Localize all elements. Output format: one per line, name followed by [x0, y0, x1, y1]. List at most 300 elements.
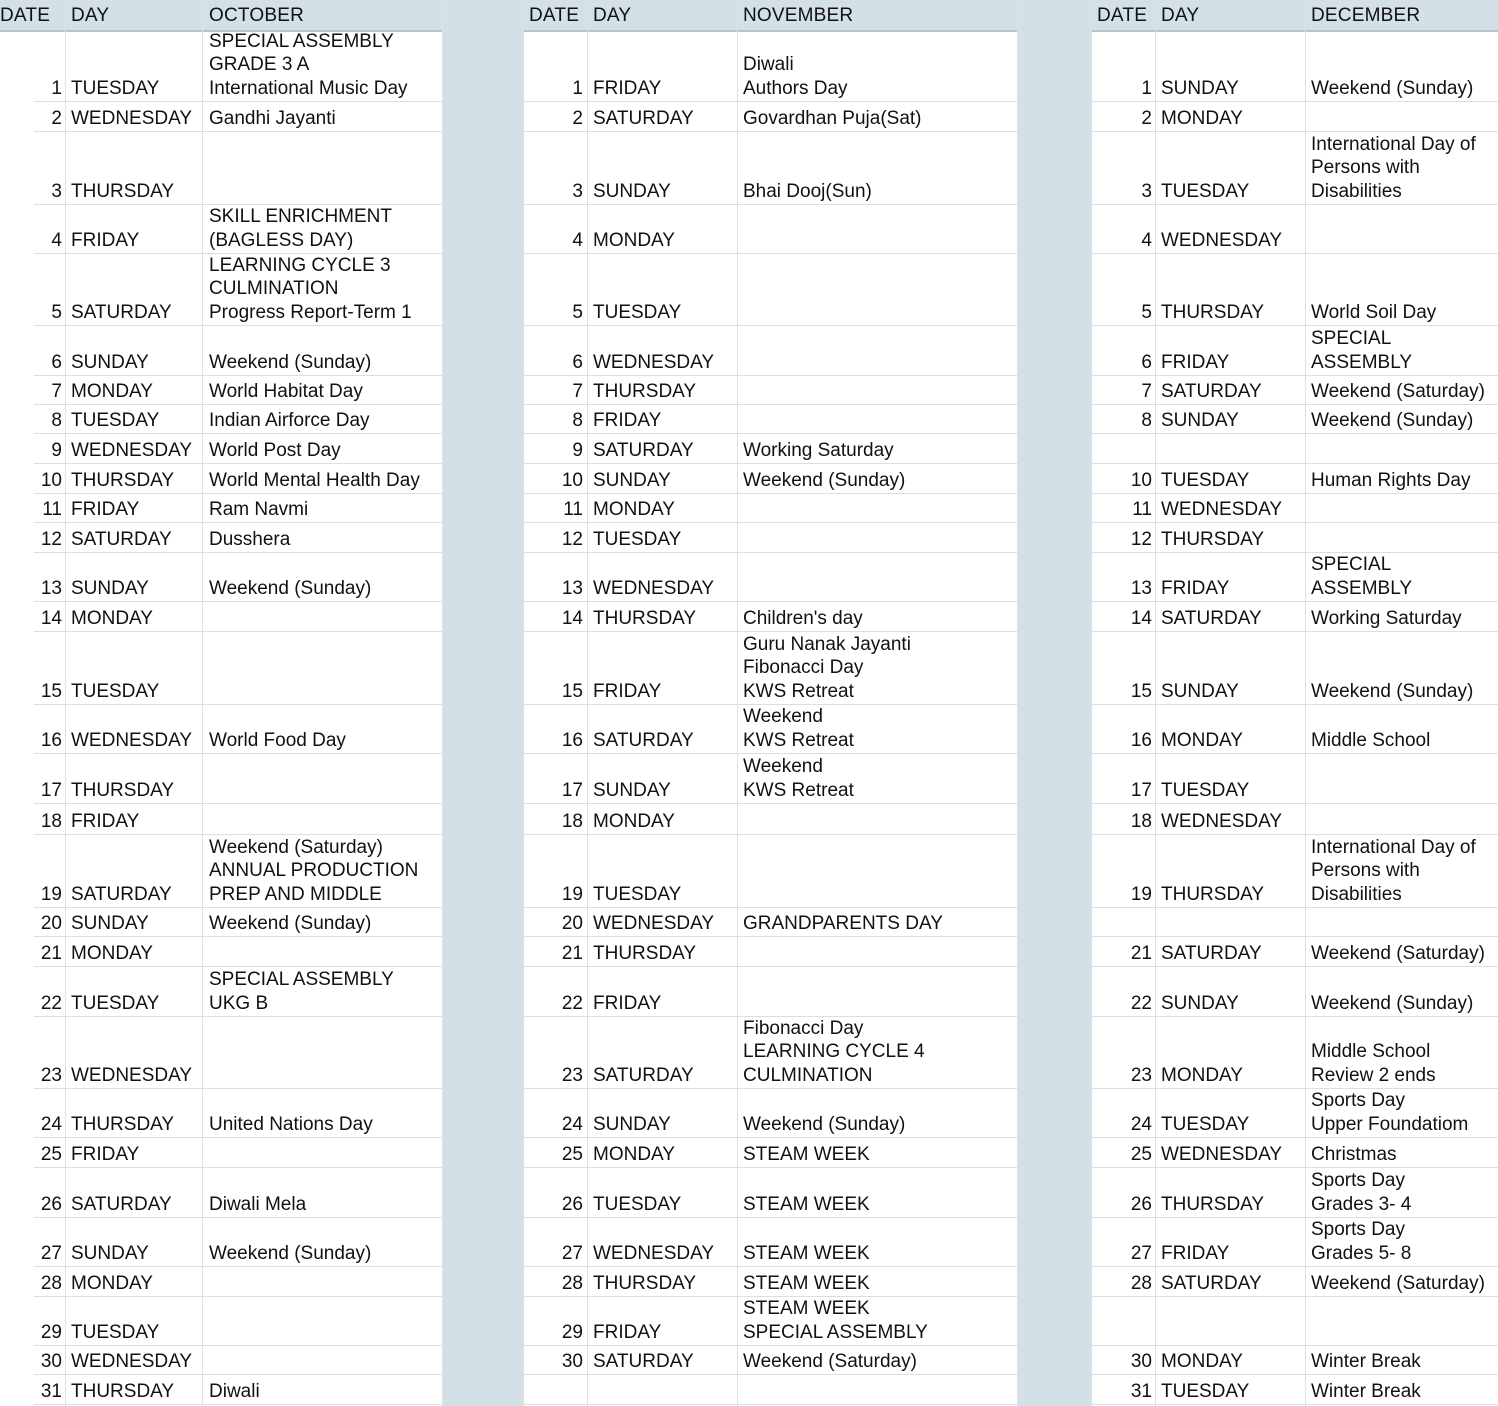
october-day-cell[interactable] [71, 325, 200, 375]
december-event-cell[interactable] [1311, 375, 1498, 404]
november-day-cell[interactable] [593, 834, 737, 907]
december-date-cell[interactable] [1091, 1217, 1152, 1266]
oct-date-header[interactable]: DATE [0, 5, 51, 26]
december-day-cell[interactable] [1161, 1137, 1304, 1167]
november-day-cell[interactable] [593, 1016, 737, 1088]
october-event-cell[interactable] [209, 1217, 440, 1266]
november-event-cell[interactable] [743, 30, 1015, 101]
december-event-cell[interactable] [1311, 30, 1498, 101]
october-event-cell[interactable] [209, 101, 440, 131]
october-event-cell[interactable] [209, 404, 440, 433]
december-date-cell[interactable] [1091, 253, 1152, 325]
november-event-cell[interactable] [743, 131, 1015, 204]
november-day-cell[interactable] [593, 601, 737, 631]
november-event-cell[interactable] [743, 1345, 1015, 1374]
october-date-cell[interactable] [0, 433, 62, 463]
december-day-cell[interactable] [1161, 522, 1304, 552]
december-event-cell[interactable] [1311, 753, 1498, 803]
november-event-cell[interactable] [743, 1374, 1015, 1404]
december-event-cell[interactable] [1311, 1016, 1498, 1088]
november-day-cell[interactable] [593, 907, 737, 936]
november-day-cell[interactable] [593, 936, 737, 966]
nov-date-header[interactable]: DATE [529, 5, 580, 26]
october-date-cell[interactable] [0, 552, 62, 601]
date-value: 28 [561, 1272, 583, 1294]
october-date-cell[interactable] [0, 253, 62, 325]
december-date-cell[interactable] [1091, 803, 1152, 834]
october-event-cell[interactable] [209, 936, 440, 966]
december-event-cell[interactable] [1311, 522, 1498, 552]
october-date-cell[interactable] [0, 1088, 62, 1137]
november-date-cell[interactable] [523, 433, 583, 463]
november-date-cell[interactable] [523, 704, 583, 753]
november-event-cell[interactable] [743, 404, 1015, 433]
october-day-cell[interactable] [71, 375, 200, 404]
december-date-cell[interactable] [1091, 1296, 1152, 1345]
november-day-cell[interactable] [593, 803, 737, 834]
november-event-cell[interactable] [743, 375, 1015, 404]
october-event-cell[interactable] [209, 204, 440, 253]
december-day-cell[interactable] [1161, 1016, 1304, 1088]
november-date-cell[interactable] [523, 1217, 583, 1266]
december-date-cell[interactable] [1091, 1167, 1152, 1217]
december-date-cell[interactable] [1091, 1137, 1152, 1167]
november-event-cell[interactable] [743, 101, 1015, 131]
december-day-cell[interactable] [1161, 1296, 1304, 1345]
november-event-cell[interactable] [743, 631, 1015, 704]
dec-date-header[interactable]: DATE [1097, 5, 1148, 26]
october-day-cell[interactable] [71, 753, 200, 803]
december-date-cell[interactable] [1091, 325, 1152, 375]
november-date-cell[interactable] [523, 463, 583, 493]
december-date-cell[interactable] [1091, 704, 1152, 753]
november-event-cell[interactable] [743, 1167, 1015, 1217]
december-date-cell[interactable] [1091, 552, 1152, 601]
october-event-cell[interactable] [209, 325, 440, 375]
november-day-cell[interactable] [593, 463, 737, 493]
december-event-cell[interactable] [1311, 253, 1498, 325]
october-day-cell[interactable] [71, 253, 200, 325]
december-day-cell[interactable] [1161, 1345, 1304, 1374]
october-event-cell[interactable] [209, 601, 440, 631]
november-event-cell[interactable] [743, 1137, 1015, 1167]
december-event-cell[interactable] [1311, 907, 1498, 936]
december-event-cell[interactable] [1311, 552, 1498, 601]
october-event-cell[interactable] [209, 631, 440, 704]
december-event-cell[interactable] [1311, 1296, 1498, 1345]
october-date-cell[interactable] [0, 204, 62, 253]
december-event-cell[interactable] [1311, 101, 1498, 131]
december-day-cell[interactable] [1161, 493, 1304, 522]
october-date-cell[interactable] [0, 1217, 62, 1266]
november-day-cell[interactable] [593, 631, 737, 704]
october-day-cell[interactable] [71, 101, 200, 131]
october-event-cell[interactable] [209, 433, 440, 463]
november-day-cell[interactable] [593, 30, 737, 101]
december-event-cell[interactable] [1311, 803, 1498, 834]
november-date-cell[interactable] [523, 325, 583, 375]
december-date-cell[interactable] [1091, 463, 1152, 493]
october-event-cell[interactable] [209, 493, 440, 522]
december-date-cell[interactable] [1091, 375, 1152, 404]
day-value: MONDAY [71, 942, 153, 964]
november-event-cell[interactable] [743, 704, 1015, 753]
october-day-cell[interactable] [71, 704, 200, 753]
november-date-cell[interactable] [523, 1167, 583, 1217]
november-date-cell[interactable] [523, 375, 583, 404]
october-event-cell[interactable] [209, 1016, 440, 1088]
december-day-cell[interactable] [1161, 753, 1304, 803]
event-line: Fibonacci Day [743, 657, 864, 678]
october-day-cell[interactable] [71, 834, 200, 907]
december-event-cell[interactable] [1311, 966, 1498, 1016]
october-day-cell[interactable] [71, 966, 200, 1016]
december-date-cell[interactable] [1091, 1374, 1152, 1404]
december-day-cell[interactable] [1161, 1167, 1304, 1217]
december-date-cell[interactable] [1091, 1345, 1152, 1374]
december-day-cell[interactable] [1161, 404, 1304, 433]
october-day-cell[interactable] [71, 631, 200, 704]
december-day-cell[interactable] [1161, 433, 1304, 463]
october-event-cell[interactable] [209, 463, 440, 493]
november-event-cell[interactable] [743, 1296, 1015, 1345]
october-event-cell[interactable] [209, 1345, 440, 1374]
november-event-cell[interactable] [743, 253, 1015, 325]
november-event-cell[interactable] [743, 753, 1015, 803]
day-value: TUESDAY [1161, 180, 1250, 202]
october-header[interactable]: OCTOBER [209, 5, 305, 26]
november-day-cell[interactable] [593, 1374, 737, 1404]
december-event-cell[interactable] [1311, 1217, 1498, 1266]
november-day-cell[interactable] [593, 493, 737, 522]
october-event-cell[interactable] [209, 1266, 440, 1296]
november-day-cell[interactable] [593, 325, 737, 375]
october-date-cell[interactable] [0, 375, 62, 404]
november-day-cell[interactable] [593, 1167, 737, 1217]
december-date-cell[interactable] [1091, 404, 1152, 433]
october-date-cell[interactable] [0, 1167, 62, 1217]
december-date-cell[interactable] [1091, 1016, 1152, 1088]
event-line: Weekend (Sunday) [1311, 77, 1474, 99]
oct-day-header[interactable]: DAY [71, 5, 110, 26]
december-date-cell[interactable] [1091, 936, 1152, 966]
december-day-cell[interactable] [1161, 803, 1304, 834]
november-day-cell[interactable] [593, 1137, 737, 1167]
december-date-cell[interactable] [1091, 631, 1152, 704]
october-day-cell[interactable] [71, 803, 200, 834]
december-header[interactable]: DECEMBER [1311, 5, 1421, 26]
october-event-cell[interactable] [209, 834, 440, 907]
october-date-cell[interactable] [0, 1296, 62, 1345]
day-value: WEDNESDAY [71, 439, 193, 461]
november-day-cell[interactable] [593, 131, 737, 204]
october-date-cell[interactable] [0, 1016, 62, 1088]
october-event-cell[interactable] [209, 704, 440, 753]
december-date-cell[interactable] [1091, 834, 1152, 907]
december-event-cell[interactable] [1311, 1137, 1498, 1167]
october-day-cell[interactable] [71, 1016, 200, 1088]
october-day-cell[interactable] [71, 522, 200, 552]
december-event-cell[interactable] [1311, 404, 1498, 433]
november-date-cell[interactable] [523, 101, 583, 131]
october-date-cell[interactable] [0, 1266, 62, 1296]
december-date-cell[interactable] [1091, 753, 1152, 803]
november-date-cell[interactable] [523, 601, 583, 631]
event-line: Sports Day [1311, 1090, 1405, 1111]
october-day-cell[interactable] [71, 1266, 200, 1296]
date-value: 17 [1130, 779, 1152, 801]
october-event-cell[interactable] [209, 966, 440, 1016]
november-day-cell[interactable] [593, 253, 737, 325]
november-date-cell[interactable] [523, 404, 583, 433]
november-event-cell[interactable] [743, 493, 1015, 522]
december-event-cell[interactable] [1311, 601, 1498, 631]
november-day-cell[interactable] [593, 1088, 737, 1137]
december-event-cell[interactable] [1311, 325, 1498, 375]
november-header[interactable]: NOVEMBER [743, 5, 854, 26]
november-date-cell[interactable] [523, 131, 583, 204]
december-date-cell[interactable] [1091, 493, 1152, 522]
october-day-cell[interactable] [71, 131, 200, 204]
november-day-cell[interactable] [593, 404, 737, 433]
dec-day-header[interactable]: DAY [1161, 5, 1200, 26]
october-date-cell[interactable] [0, 753, 62, 803]
december-day-cell[interactable] [1161, 463, 1304, 493]
december-day-cell[interactable] [1161, 325, 1304, 375]
october-date-cell[interactable] [0, 803, 62, 834]
december-day-cell[interactable] [1161, 1088, 1304, 1137]
november-date-cell[interactable] [523, 253, 583, 325]
october-event-cell[interactable] [209, 1296, 440, 1345]
december-date-cell[interactable] [1091, 522, 1152, 552]
november-event-cell[interactable] [743, 463, 1015, 493]
november-event-cell[interactable] [743, 1088, 1015, 1137]
october-day-cell[interactable] [71, 493, 200, 522]
november-event-cell[interactable] [743, 1217, 1015, 1266]
december-day-cell[interactable] [1161, 1217, 1304, 1266]
november-day-cell[interactable] [593, 101, 737, 131]
october-event-cell[interactable] [209, 907, 440, 936]
december-date-cell[interactable] [1091, 966, 1152, 1016]
december-day-cell[interactable] [1161, 131, 1304, 204]
october-event-cell[interactable] [209, 1088, 440, 1137]
october-date-cell[interactable] [0, 131, 62, 204]
nov-day-header[interactable]: DAY [593, 5, 632, 26]
december-date-cell[interactable] [1091, 204, 1152, 253]
december-date-cell[interactable] [1091, 101, 1152, 131]
october-day-cell[interactable] [71, 1167, 200, 1217]
november-date-cell[interactable] [523, 834, 583, 907]
december-day-cell[interactable] [1161, 966, 1304, 1016]
october-date-cell[interactable] [0, 325, 62, 375]
october-day-cell[interactable] [71, 907, 200, 936]
november-date-cell[interactable] [523, 493, 583, 522]
november-event-cell[interactable] [743, 803, 1015, 834]
november-event-cell[interactable] [743, 1016, 1015, 1088]
november-day-cell[interactable] [593, 704, 737, 753]
november-day-cell[interactable] [593, 433, 737, 463]
october-day-cell[interactable] [71, 936, 200, 966]
day-value: TUESDAY [71, 1321, 160, 1343]
november-event-cell[interactable] [743, 834, 1015, 907]
october-date-cell[interactable] [0, 404, 62, 433]
december-date-cell[interactable] [1091, 30, 1152, 101]
november-date-cell[interactable] [523, 936, 583, 966]
november-day-cell[interactable] [593, 1266, 737, 1296]
october-date-cell[interactable] [0, 966, 62, 1016]
october-day-cell[interactable] [71, 552, 200, 601]
november-date-cell[interactable] [523, 631, 583, 704]
october-date-cell[interactable] [0, 834, 62, 907]
october-date-cell[interactable] [0, 463, 62, 493]
november-date-cell[interactable] [523, 1137, 583, 1167]
october-event-cell[interactable] [209, 1374, 440, 1404]
december-event-cell[interactable] [1311, 493, 1498, 522]
december-event-cell[interactable] [1311, 1374, 1498, 1404]
december-event-cell[interactable] [1311, 704, 1498, 753]
december-event-cell[interactable] [1311, 463, 1498, 493]
november-day-cell[interactable] [593, 204, 737, 253]
october-event-cell[interactable] [209, 131, 440, 204]
october-date-cell[interactable] [0, 1345, 62, 1374]
november-event-cell[interactable] [743, 204, 1015, 253]
november-event-cell[interactable] [743, 552, 1015, 601]
december-day-cell[interactable] [1161, 936, 1304, 966]
october-date-cell[interactable] [0, 1137, 62, 1167]
event-line: Weekend (Sunday) [209, 351, 372, 373]
october-day-cell[interactable] [71, 30, 200, 101]
december-date-cell[interactable] [1091, 1266, 1152, 1296]
november-date-cell[interactable] [523, 907, 583, 936]
october-day-cell[interactable] [71, 463, 200, 493]
november-day-cell[interactable] [593, 753, 737, 803]
december-day-cell[interactable] [1161, 704, 1304, 753]
october-event-cell[interactable] [209, 1137, 440, 1167]
december-day-cell[interactable] [1161, 631, 1304, 704]
october-date-cell[interactable] [0, 1374, 62, 1404]
october-date-cell[interactable] [0, 522, 62, 552]
november-event-cell[interactable] [743, 936, 1015, 966]
november-date-cell[interactable] [523, 1266, 583, 1296]
december-event-cell[interactable] [1311, 1167, 1498, 1217]
december-day-cell[interactable] [1161, 552, 1304, 601]
november-event-cell[interactable] [743, 325, 1015, 375]
december-event-cell[interactable] [1311, 204, 1498, 253]
november-date-cell[interactable] [523, 30, 583, 101]
october-date-cell[interactable] [0, 493, 62, 522]
october-event-cell[interactable] [209, 522, 440, 552]
november-date-cell[interactable] [523, 966, 583, 1016]
november-date-cell[interactable] [523, 552, 583, 601]
october-date-cell[interactable] [0, 601, 62, 631]
october-day-cell[interactable] [71, 1217, 200, 1266]
october-event-cell[interactable] [209, 375, 440, 404]
december-event-cell[interactable] [1311, 131, 1498, 204]
october-date-cell[interactable] [0, 631, 62, 704]
october-day-cell[interactable] [71, 1374, 200, 1404]
december-day-cell[interactable] [1161, 1374, 1304, 1404]
november-day-cell[interactable] [593, 1345, 737, 1374]
december-event-cell[interactable] [1311, 936, 1498, 966]
december-day-cell[interactable] [1161, 204, 1304, 253]
october-date-cell[interactable] [0, 936, 62, 966]
october-event-cell[interactable] [209, 803, 440, 834]
november-event-cell[interactable] [743, 601, 1015, 631]
december-day-cell[interactable] [1161, 907, 1304, 936]
november-date-cell[interactable] [523, 803, 583, 834]
december-date-cell[interactable] [1091, 1088, 1152, 1137]
october-day-cell[interactable] [71, 433, 200, 463]
december-event-cell[interactable] [1311, 631, 1498, 704]
october-day-cell[interactable] [71, 1296, 200, 1345]
october-event-cell[interactable] [209, 30, 440, 101]
october-day-cell[interactable] [71, 404, 200, 433]
november-event-cell[interactable] [743, 907, 1015, 936]
november-date-cell[interactable] [523, 1296, 583, 1345]
december-event-cell[interactable] [1311, 1088, 1498, 1137]
october-date-cell[interactable] [0, 101, 62, 131]
november-date-cell[interactable] [523, 1088, 583, 1137]
november-day-cell[interactable] [593, 375, 737, 404]
november-event-cell[interactable] [743, 433, 1015, 463]
november-date-cell[interactable] [523, 1016, 583, 1088]
december-event-cell[interactable] [1311, 834, 1498, 907]
december-day-cell[interactable] [1161, 101, 1304, 131]
october-day-cell[interactable] [71, 204, 200, 253]
december-date-cell[interactable] [1091, 601, 1152, 631]
november-date-cell[interactable] [523, 522, 583, 552]
november-day-cell[interactable] [593, 1217, 737, 1266]
october-day-cell[interactable] [71, 1137, 200, 1167]
november-day-cell[interactable] [593, 552, 737, 601]
october-day-cell[interactable] [71, 1088, 200, 1137]
december-day-cell[interactable] [1161, 834, 1304, 907]
october-date-cell[interactable] [0, 907, 62, 936]
october-date-cell[interactable] [0, 704, 62, 753]
october-event-cell[interactable] [209, 753, 440, 803]
november-event-cell[interactable] [743, 1266, 1015, 1296]
december-event-cell[interactable] [1311, 433, 1498, 463]
spacer-column [1017, 0, 1091, 1406]
october-event-cell[interactable] [209, 552, 440, 601]
december-date-cell[interactable] [1091, 131, 1152, 204]
november-event-cell[interactable] [743, 966, 1015, 1016]
november-date-cell[interactable] [523, 753, 583, 803]
october-date-cell[interactable] [0, 30, 62, 101]
december-day-cell[interactable] [1161, 1266, 1304, 1296]
december-day-cell[interactable] [1161, 601, 1304, 631]
december-date-cell[interactable] [1091, 433, 1152, 463]
october-day-cell[interactable] [71, 1345, 200, 1374]
december-day-cell[interactable] [1161, 253, 1304, 325]
day-value: TUESDAY [1161, 1113, 1250, 1135]
december-date-cell[interactable] [1091, 907, 1152, 936]
october-event-cell[interactable] [209, 1167, 440, 1217]
november-event-cell[interactable] [743, 522, 1015, 552]
november-day-cell[interactable] [593, 1296, 737, 1345]
november-date-cell[interactable] [523, 1374, 583, 1404]
november-day-cell[interactable] [593, 522, 737, 552]
november-day-cell[interactable] [593, 966, 737, 1016]
november-date-cell[interactable] [523, 1345, 583, 1374]
october-day-cell[interactable] [71, 601, 200, 631]
december-event-cell[interactable] [1311, 1345, 1498, 1374]
december-day-cell[interactable] [1161, 30, 1304, 101]
november-date-cell[interactable] [523, 204, 583, 253]
october-event-cell[interactable] [209, 253, 440, 325]
december-event-cell[interactable] [1311, 1266, 1498, 1296]
december-day-cell[interactable] [1161, 375, 1304, 404]
